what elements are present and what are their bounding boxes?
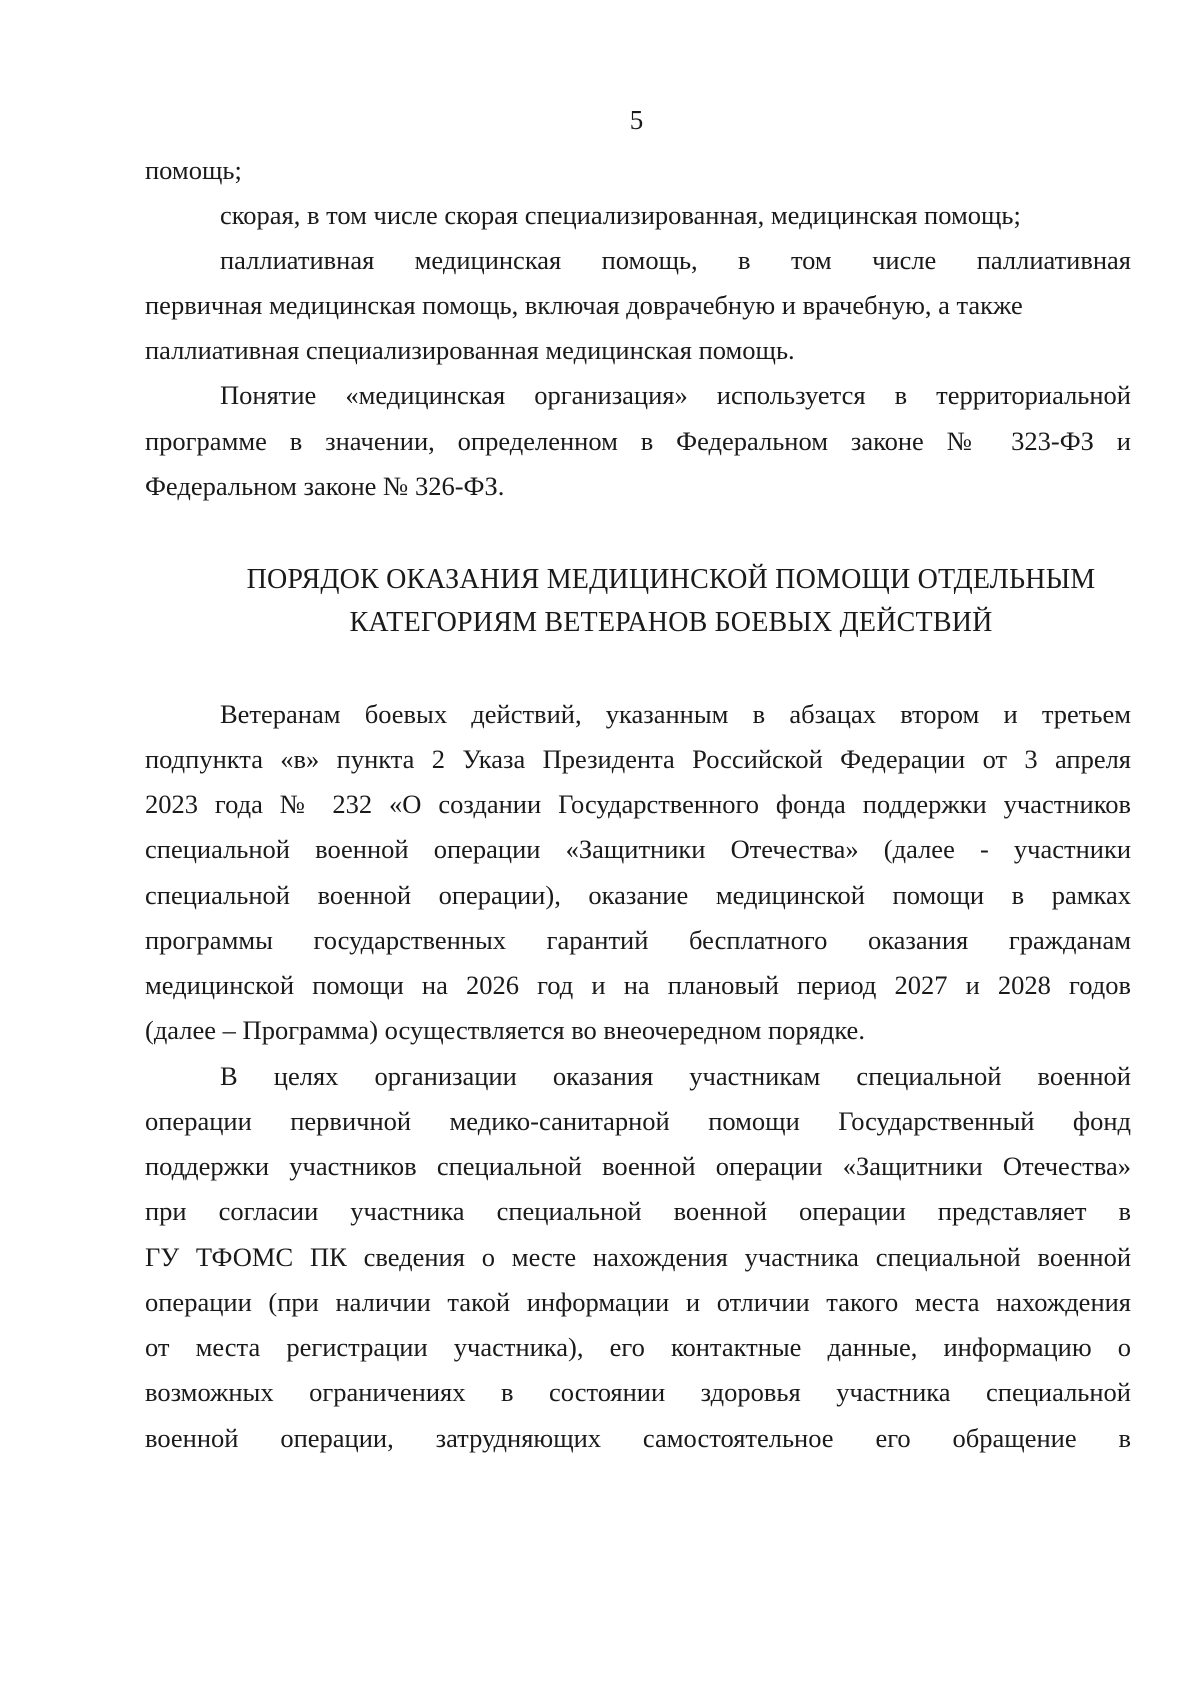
text-line: военной операции, затрудняющих самостоятельное его обращение в [145, 1423, 1131, 1453]
text-line: поддержки участников специальной военной операции «Защитники Отечества» [145, 1151, 1131, 1181]
text-line: Федеральном законе № 326-ФЗ. [145, 471, 505, 501]
text-line: В целях организации оказания участникам специальной военной [220, 1061, 1131, 1091]
text-line: от места регистрации участника), его контактные данные, информацию о [145, 1332, 1131, 1362]
text-line: подпункта «в» пункта 2 Указа Президента Российской Федерации от 3 апреля [145, 744, 1131, 774]
section-heading-line: КАТЕГОРИЯМ ВЕТЕРАНОВ БОЕВЫХ ДЕЙСТВИЙ [349, 607, 993, 638]
text-line: (далее – Программа) осуществляется во внеочередном порядке. [145, 1015, 865, 1045]
text-line: операции первичной медико-санитарной помощи Государственный фонд [145, 1106, 1131, 1136]
text-line: операции (при наличии такой информации и отличии такого места нахождения [145, 1287, 1131, 1317]
text-line: паллиативная специализированная медицинская помощь. [145, 335, 795, 365]
text-line: медицинской помощи на 2026 год и на плановый период 2027 и 2028 годов [145, 970, 1131, 1000]
text-line: ГУ ТФОМС ПК сведения о месте нахождения участника специальной военной [145, 1242, 1131, 1272]
text-line: специальной военной операции), оказание медицинской помощи в рамках [145, 880, 1131, 910]
text-line: первичная медицинская помощь, включая доврачебную и врачебную, а также [145, 290, 1023, 320]
text-line: помощь; [145, 155, 242, 185]
page-number: 5 [629, 105, 644, 135]
text-line: Ветеранам боевых действий, указанным в абзацах втором и третьем [220, 699, 1131, 729]
text-line: скорая, в том числе скорая специализированная, медицинская помощь; [220, 200, 1021, 230]
section-heading-line: ПОРЯДОК ОКАЗАНИЯ МЕДИЦИНСКОЙ ПОМОЩИ ОТДЕЛЬНЫМ [246, 564, 1096, 595]
text-line: возможных ограничениях в состоянии здоровья участника специальной [145, 1377, 1131, 1407]
text-line: 2023 года № 232 «О создании Государственного фонда поддержки участников [145, 789, 1131, 819]
text-line: при согласии участника специальной военной операции представляет в [145, 1196, 1131, 1226]
text-line: паллиативная медицинская помощь, в том числе паллиативная [220, 245, 1131, 275]
text-line: специальной военной операции «Защитники Отечества» (далее - участники [145, 834, 1131, 864]
text-line: программе в значении, определенном в Федеральном законе № 323-ФЗ и [145, 426, 1131, 456]
text-line: программы государственных гарантий бесплатного оказания гражданам [145, 925, 1131, 955]
text-line: Понятие «медицинская организация» используется в территориальной [220, 380, 1131, 410]
